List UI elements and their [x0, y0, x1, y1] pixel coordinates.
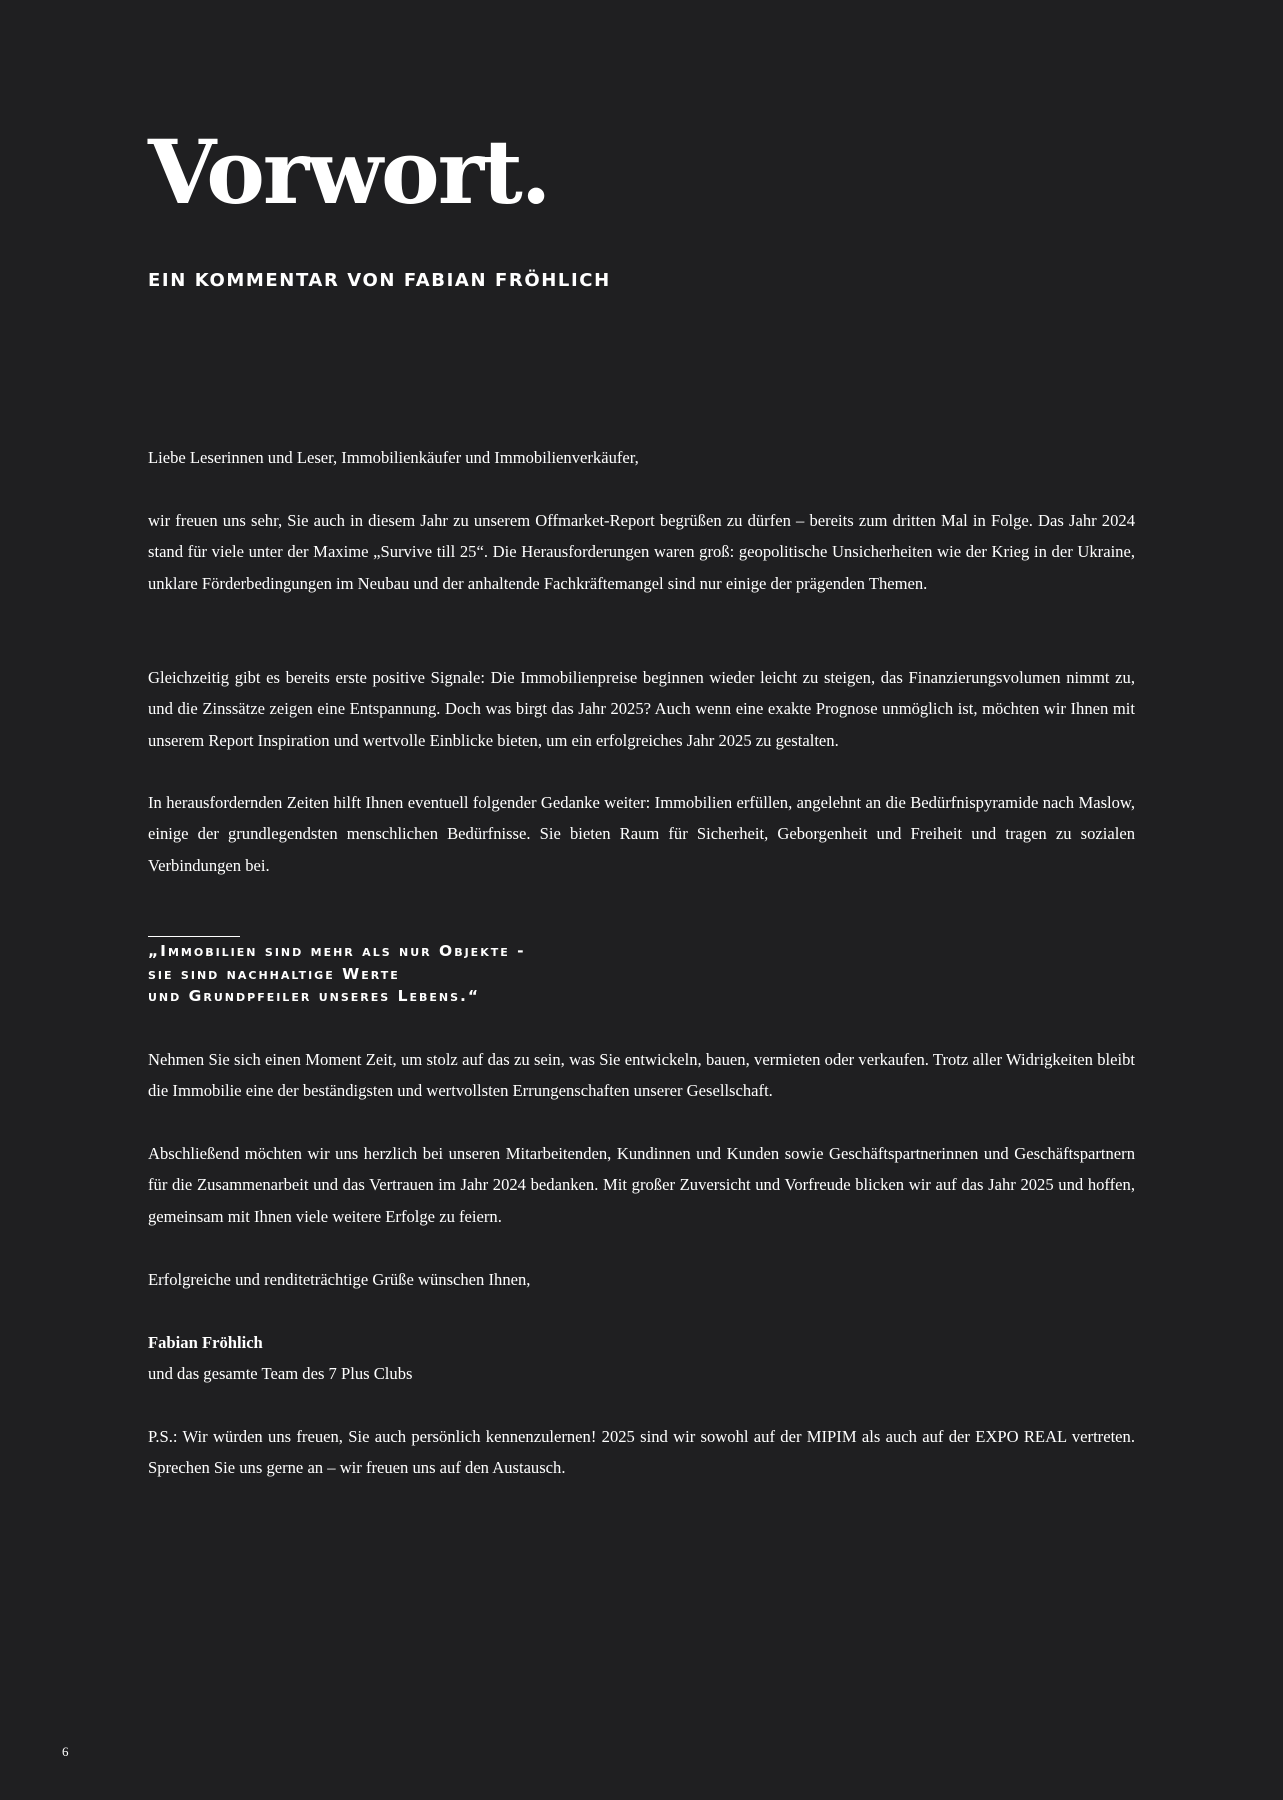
letter-paragraph-3: In herausfordernden Zeiten hilft Ihnen eventuell folgender Gedanke weiter: Immobilien erfüllen, angelehnt an die Bedürfnispyramide nach Maslow, einige der grundlegendsten menschlichen Bedürfnisse. Sie bieten Raum für Sicherheit, Geborgenheit und Freiheit und tragen zu sozialen Verbindungen bei.	[148, 793, 1135, 875]
page-number: 6	[62, 1744, 69, 1759]
pull-quote-line-1: „Immobilien sind mehr als nur Objekte -	[148, 942, 526, 960]
page-subtitle: EIN KOMMENTAR VON FABIAN FRÖHLICH	[148, 270, 611, 291]
page-title: Vorwort.	[148, 120, 550, 224]
signature-name: Fabian Fröhlich	[148, 1333, 263, 1352]
pull-quote-line-3: und Grundpfeiler unseres Lebens.“	[148, 987, 481, 1005]
letter-postscript: P.S.: Wir würden uns freuen, Sie auch persönlich kennenzulernen! 2025 sind wir sowohl auf der MIPIM als auch auf der EXPO REAL vertreten. Sprechen Sie uns gerne an – wir freuen uns auf den Austausch.	[148, 1427, 1135, 1478]
signature-team: und das gesamte Team des 7 Plus Clubs	[148, 1364, 413, 1384]
letter-paragraph-2: Gleichzeitig gibt es bereits erste positive Signale: Die Immobilienpreise beginnen wieder leicht zu steigen, das Finanzierungsvolumen nimmt zu, und die Zinssätze zeigen eine Entspannung. Doch was birgt das Jahr 2025? Auch wenn eine exakte Prognose unmöglich ist, möchten wir Ihnen mit unserem Report Inspiration und wertvolle Einblicke bieten, um ein erfolgreiches Jahr 2025 zu gestalten.	[148, 668, 1135, 750]
letter-paragraph-1: wir freuen uns sehr, Sie auch in diesem Jahr zu unserem Offmarket-Report begrüßen zu dürfen – bereits zum dritten Mal in Folge. Das Jahr 2024 stand für viele unter der Maxime „Survive till 25“. Die Herausforderungen waren groß: geopolitische Unsicherheiten wie der Krieg in der Ukraine, unklare Förderbedingungen im Neubau und der anhaltende Fachkräftemangel sind nur einige der prägenden Themen.	[148, 511, 1135, 593]
letter-greeting: Liebe Leserinnen und Leser, Immobilienkäufer und Immobilienverkäufer,	[148, 448, 639, 467]
pull-quote	[148, 940, 868, 1008]
letter-paragraph-4: Nehmen Sie sich einen Moment Zeit, um stolz auf das zu sein, was Sie entwickeln, bauen, vermieten oder verkaufen. Trotz aller Widrigkeiten bleibt die Immobilie eine der beständigsten und wertvollsten Errungenschaften unserer Gesellschaft.	[148, 1050, 1135, 1101]
letter-paragraph-5: Abschließend möchten wir uns herzlich bei unseren Mitarbeitenden, Kundinnen und Kunden sowie Geschäftspartnerinnen und Geschäftspartnern für die Zusammenarbeit und das Vertrauen im Jahr 2024 bedanken. Mit großer Zuversicht und Vorfreude blicken wir auf das Jahr 2025 und hoffen, gemeinsam mit Ihnen viele weitere Erfolge zu feiern.	[148, 1144, 1135, 1226]
pull-quote-line-2: sie sind nachhaltige Werte	[148, 964, 400, 983]
quote-divider	[148, 936, 240, 937]
letter-signature	[148, 1327, 1135, 1390]
letter-closing: Erfolgreiche und renditeträchtige Grüße wünschen Ihnen,	[148, 1270, 531, 1289]
